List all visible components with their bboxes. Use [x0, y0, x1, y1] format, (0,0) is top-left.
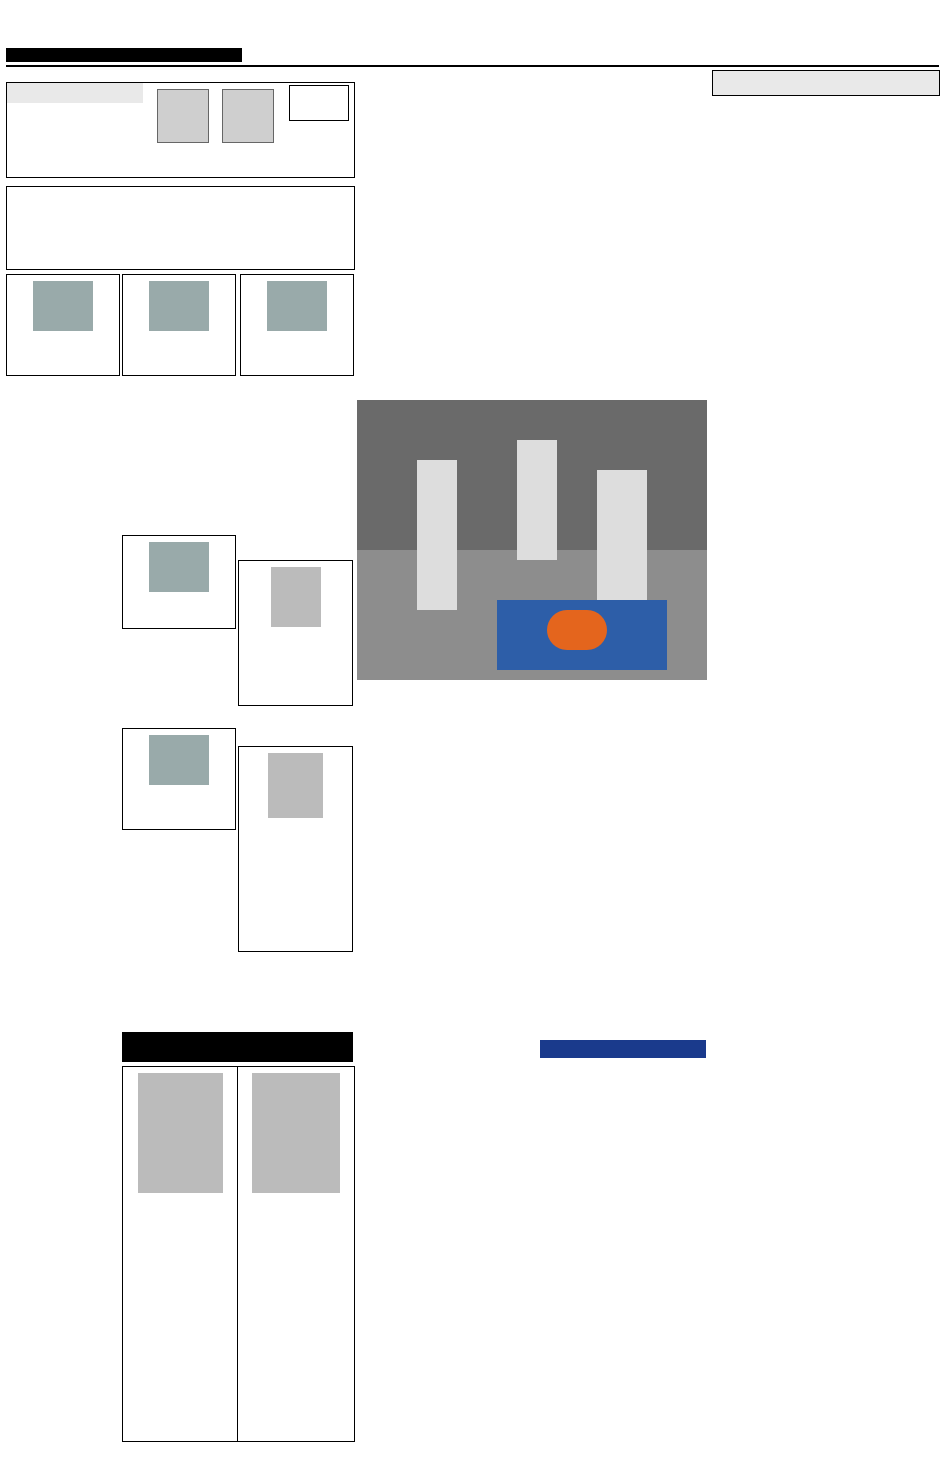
category-healthcare: [122, 728, 236, 830]
stethoscope-icon: [149, 735, 209, 785]
photo-person: [417, 460, 457, 610]
child-photo: [271, 567, 321, 627]
sample-photo: [222, 89, 274, 143]
story2-body: [357, 700, 707, 992]
photo-person: [517, 440, 557, 560]
story3-body: [357, 1064, 707, 1440]
story3-kicker: [540, 1040, 706, 1058]
category-construction: [122, 274, 236, 376]
child-photo: [268, 753, 323, 818]
birthday-form-title: [7, 83, 143, 103]
photo-person: [597, 470, 647, 610]
memorial-banner: [122, 1032, 353, 1062]
birthday-greeting-card: [238, 560, 353, 706]
top-rule: [6, 65, 939, 67]
dateline: [6, 48, 242, 62]
memorial-photo: [252, 1073, 340, 1193]
business-people-icon: [267, 281, 327, 331]
category-to-let: [122, 535, 236, 629]
flame-shape: [547, 610, 607, 650]
protest-photo: [357, 400, 707, 680]
sample-photo: [157, 89, 209, 143]
memorial-card-right: [237, 1066, 355, 1442]
memorial-card-left: [122, 1066, 238, 1442]
srimandir-story: [120, 978, 353, 1028]
story1-body: [357, 128, 707, 340]
category-real-estate: [6, 274, 120, 376]
classified-banner: [6, 186, 355, 270]
birthday-form-box: [6, 82, 355, 178]
burning-poster: [497, 600, 667, 670]
memorial-photo: [138, 1073, 223, 1193]
house-icon: [33, 281, 93, 331]
birthday-greeting-card: [238, 746, 353, 952]
construction-icon: [149, 281, 209, 331]
category-business: [240, 274, 354, 376]
horoscope-title: [712, 70, 940, 96]
masthead: [8, 6, 238, 46]
building-icon: [149, 542, 209, 592]
photo-size-note: [289, 85, 349, 121]
